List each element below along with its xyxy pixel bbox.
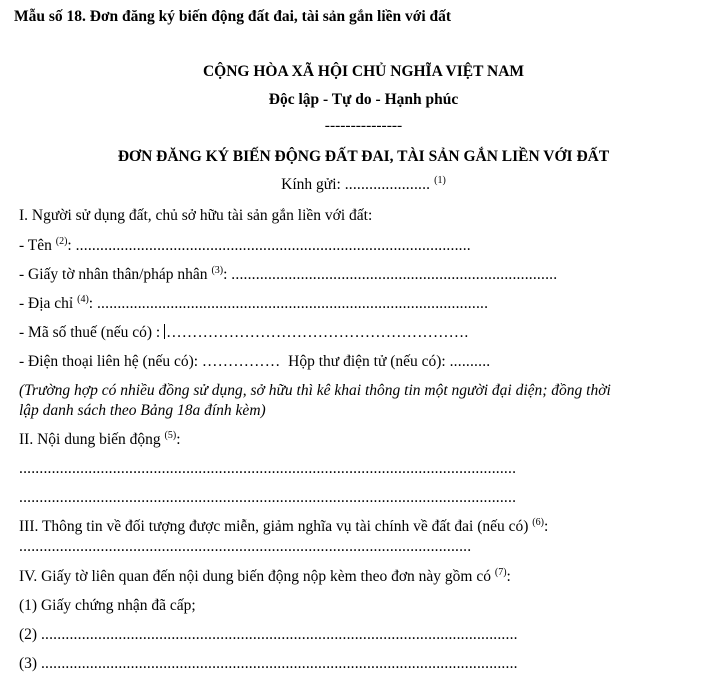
- recipient-line: [0, 176, 727, 194]
- name-field[interactable]: .................................................................................................: [75, 237, 471, 254]
- footnote-7: (7): [494, 567, 507, 578]
- attachment-item-3-field[interactable]: .....................................................................................................................: [40, 655, 518, 672]
- change-content-field-1[interactable]: ..........................................................................................................................: [19, 460, 517, 477]
- phone-field[interactable]: ……………: [201, 353, 281, 370]
- attachment-item-2: [19, 626, 518, 644]
- section3-heading-row: [19, 518, 548, 536]
- name-label: - Tên: [19, 237, 56, 254]
- name-colon: :: [67, 237, 76, 254]
- exemption-field[interactable]: ...............................................................................................................: [19, 538, 472, 555]
- attachment-item-1: (1) Giấy chứng nhận đã cấp;: [19, 597, 196, 614]
- section2-heading: II. Nội dung biến động: [19, 431, 165, 448]
- tax-code-field[interactable]: ………………………………………………….: [166, 324, 469, 341]
- address-row: [19, 295, 488, 313]
- footnote-2: (2): [55, 236, 68, 247]
- attachment-item-2-field[interactable]: .....................................................................................................................: [40, 626, 518, 643]
- recipient-label: Kính gửi:: [281, 176, 345, 193]
- section3-colon: :: [543, 518, 549, 535]
- address-field[interactable]: ................................................................................................: [96, 295, 489, 312]
- section4-heading-row: [19, 568, 511, 586]
- section2-heading-row: [19, 431, 181, 449]
- recipient-field[interactable]: .....................: [344, 176, 431, 193]
- tax-code-row: [19, 324, 468, 342]
- form-number: Mẫu số 18. Đơn đăng ký biến động đất đai, tài sản gắn liền với đất: [14, 8, 452, 25]
- section3-heading: III. Thông tin về đối tượng được miễn, giảm nghĩa vụ tài chính về đất đai (nếu có): [19, 518, 533, 535]
- footnote-1: (1): [434, 175, 446, 186]
- name-row: [19, 237, 471, 255]
- id-doc-label: - Giấy tờ nhân thân/pháp nhân: [19, 266, 212, 283]
- attachment-item-3-label: (3): [19, 655, 41, 672]
- address-colon: :: [88, 295, 97, 312]
- note-line-1: (Trường hợp có nhiều đồng sử dụng, sở hữu thì kê khai thông tin một người đại diện; đồng thời: [19, 382, 611, 399]
- attachment-item-2-label: (2): [19, 626, 41, 643]
- section1-heading: I. Người sử dụng đất, chủ sở hữu tài sản gắn liền với đất:: [19, 207, 373, 224]
- phone-label: - Điện thoại liên hệ (nếu có):: [19, 353, 202, 370]
- change-content-field-2[interactable]: ..........................................................................................................................: [19, 489, 517, 506]
- footnote-6: (6): [532, 517, 544, 528]
- country-header: CỘNG HÒA XÃ HỘI CHỦ NGHĨA VIỆT NAM: [202, 63, 525, 80]
- form-title: ĐƠN ĐĂNG KÝ BIẾN ĐỘNG ĐẤT ĐAI, TÀI SẢN GẮN LIỀN VỚI ĐẤT: [117, 148, 610, 165]
- text-cursor: [164, 324, 165, 339]
- header-separator: ---------------: [324, 117, 403, 134]
- section4-heading: IV. Giấy tờ liên quan đến nội dung biến động nộp kèm theo đơn này gồm có: [19, 568, 495, 585]
- id-doc-row: [19, 266, 557, 284]
- motto: Độc lập - Tự do - Hạnh phúc: [268, 91, 459, 108]
- note-line-2: lập danh sách theo Bảng 18a đính kèm): [19, 402, 266, 419]
- footnote-3: (3): [211, 265, 224, 276]
- contact-row: [19, 353, 490, 371]
- section4-colon: :: [506, 568, 511, 585]
- tax-code-label: - Mã số thuế (nếu có) :: [19, 324, 165, 341]
- footnote-5: (5): [164, 430, 177, 441]
- id-doc-field[interactable]: ................................................................................: [231, 266, 558, 283]
- email-field[interactable]: ..........: [449, 353, 491, 370]
- footnote-4: (4): [77, 294, 89, 305]
- attachment-item-3: [19, 655, 518, 673]
- section2-colon: :: [176, 431, 181, 448]
- address-label: - Địa chỉ: [19, 295, 78, 312]
- id-doc-colon: :: [223, 266, 232, 283]
- email-label: Hộp thư điện tử (nếu có):: [280, 353, 450, 370]
